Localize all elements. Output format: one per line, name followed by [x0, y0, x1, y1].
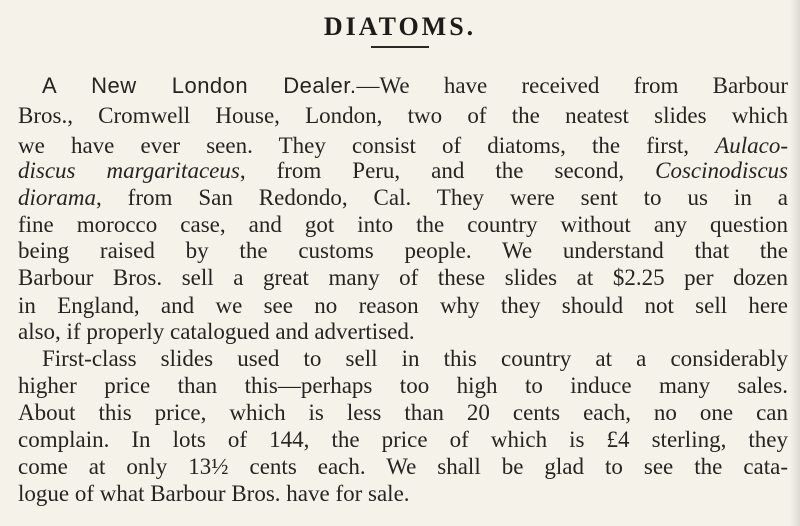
lead-in-title: A New London Dealer.: [42, 73, 357, 98]
paragraph-1-line-1: [42, 72, 788, 100]
species-name: Aulaco-: [715, 133, 788, 158]
paragraph-1-line-4: [18, 157, 788, 185]
paragraph-1-line-3: [18, 132, 788, 160]
line-text: , from Peru, and the second,: [239, 158, 656, 183]
paragraph-2-line-6: logue of what Barbour Bros. have for sale.: [18, 481, 410, 506]
species-name: Coscinodiscus: [655, 158, 788, 183]
species-name: discus margaritaceus: [18, 158, 240, 183]
paragraph-1-line-2: Bros., Cromwell House, London, two of the neatest slides which: [18, 103, 788, 128]
paragraph-2-line-5: come at only 13½ cents each. We shall be glad to see the cata-: [18, 454, 788, 479]
paragraph-1-line-10: also, if properly catalogued and advertised.: [18, 319, 415, 344]
paragraph-1-line-6: fine morocco case, and got into the country without any question: [18, 212, 788, 237]
heading-rule: [371, 46, 429, 48]
species-name: diorama: [18, 185, 96, 210]
line-text: , from San Redondo, Cal. They were sent to us in a: [95, 185, 788, 210]
line-text: we have ever seen. They consist of diatoms, the first,: [18, 133, 716, 158]
page-edge-shadow: [790, 0, 800, 526]
paragraph-2-line-2: higher price than this—perhaps too high to induce many sales.: [18, 373, 788, 398]
paragraph-2-line-4: complain. In lots of 144, the price of which is £4 sterling, they: [18, 427, 788, 452]
paragraph-1-line-9: in England, and we see no reason why they should not sell here: [18, 293, 788, 318]
paragraph-1-line-8: Barbour Bros. sell a great many of these slides at $2.25 per dozen: [18, 265, 788, 290]
line-text: —We have received from Barbour: [356, 73, 788, 98]
paragraph-1-line-5: [18, 184, 788, 212]
paragraph-1-line-7: being raised by the customs people. We understand that the: [18, 238, 788, 263]
paragraph-2-line-1: First-class slides used to sell in this country at a considerably: [42, 346, 788, 371]
article-heading: DIATOMS.: [323, 12, 477, 41]
paragraph-2-line-3: About this price, which is less than 20 cents each, no one can: [18, 400, 788, 425]
